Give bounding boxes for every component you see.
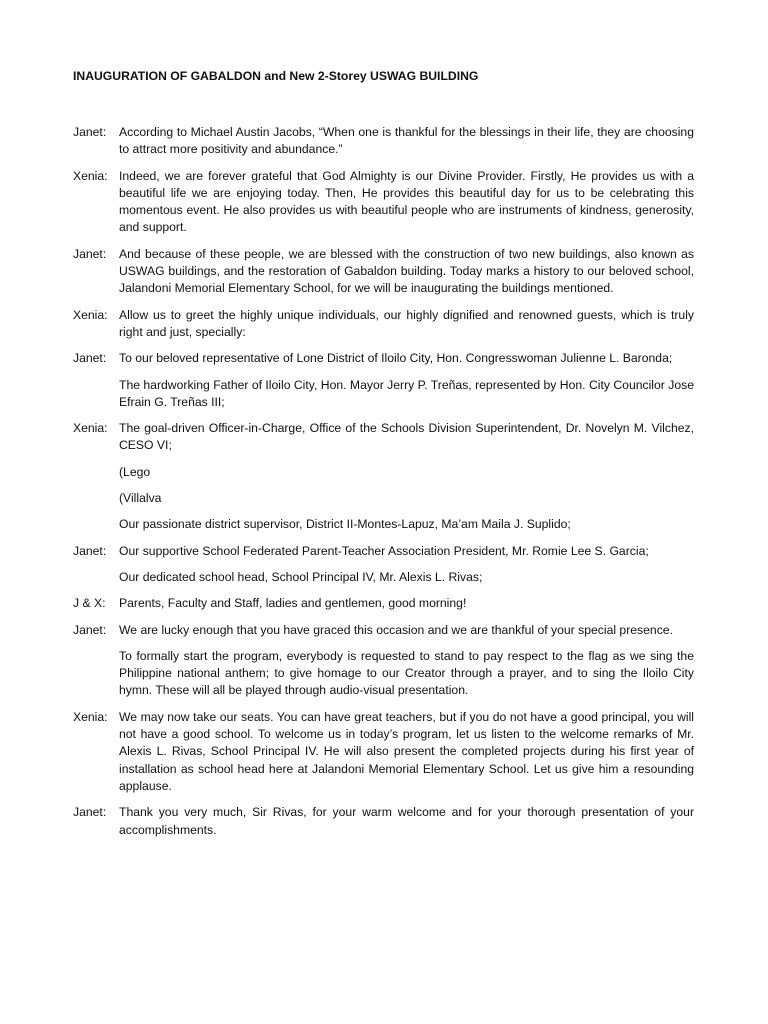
script-paragraph	[73, 377, 694, 412]
paragraph-text: We are lucky enough that you have graced this occasion and we are thankful of your special presence.	[119, 622, 673, 637]
speaker-label: Janet:	[73, 125, 107, 139]
script-paragraph	[73, 490, 694, 507]
speaker-label: Janet:	[73, 622, 107, 637]
speaker-label: Janet:	[73, 351, 107, 366]
paragraph-text: According to Michael Austin Jacobs, “When one is thankful for the blessings in their life, they are choosing to attract more positivity and abundance.”	[119, 125, 694, 157]
paragraph-text: Our supportive School Federated Parent-Teacher Association President, Mr. Romie Lee S. Garcia;	[119, 543, 649, 558]
document-title: INAUGURATION OF GABALDON and New 2-Storey USWAG BUILDING	[73, 69, 479, 83]
paragraph-text: And because of these people, we are blessed with the construction of two new buildings, also known as USWAG buildings, and the restoration of Gabaldon building. Today marks a history to our beloved school, Jalandoni Memorial Elementary School, for we will be inaugurating the buildings mentioned.	[119, 246, 694, 296]
speaker-label: Janet:	[73, 805, 107, 820]
paragraph-text: Allow us to greet the highly unique individuals, our highly dignified and renowned guests, which is truly right and just, specially:	[119, 307, 694, 339]
speaker-label: J & X:	[73, 596, 106, 611]
script-paragraph	[73, 543, 694, 560]
speaker-label: Xenia:	[73, 168, 108, 183]
script-paragraph	[73, 168, 694, 237]
paragraph-text: The goal-driven Officer-in-Charge, Office of the Schools Division Superintendent, Dr. Novelyn M. Vilchez, CESO VI;	[119, 421, 694, 453]
script-paragraph	[73, 246, 694, 298]
paragraph-text: Our dedicated school head, School Principal IV, Mr. Alexis L. Rivas;	[119, 569, 483, 584]
paragraph-text: Indeed, we are forever grateful that God Almighty is our Divine Provider. Firstly, He provides us with a beautiful life we are enjoying today. Then, He provides this beautiful day for us to be celebrating this momentous event. He also provides us with beautiful people who are instruments of kindness, generosity, and support.	[119, 168, 694, 235]
paragraph-text: To our beloved representative of Lone District of Iloilo City, Hon. Congresswoman Julienne L. Baronda;	[119, 351, 673, 366]
speaker-label: Xenia:	[73, 421, 108, 436]
paragraph-text: The hardworking Father of Iloilo City, Hon. Mayor Jerry P. Treñas, represented by Hon. City Councilor Jose Efrain G. Treñas III;	[119, 377, 694, 409]
script-paragraph	[73, 709, 694, 795]
script-paragraph	[73, 622, 694, 639]
paragraph-text: Our passionate district supervisor, District II-Montes-Lapuz, Ma’am Maila J. Suplido;	[119, 517, 571, 532]
script-paragraph	[73, 350, 694, 367]
speaker-label: Janet:	[73, 246, 107, 261]
paragraph-text: (Villalva	[119, 491, 162, 506]
speaker-label: Xenia:	[73, 709, 108, 724]
paragraph-text: (Lego	[119, 464, 151, 479]
paragraph-text: We may now take our seats. You can have great teachers, but if you do not have a good principal, you will not have a good school. To welcome us in today’s program, let us listen to the welcome remarks of Mr. Alexis L. Rivas, School Principal IV. He will also present the completed projects during his first year of installation as school head here at Jalandoni Memorial Elementary School. Let us give him a resounding applause.	[119, 709, 694, 793]
paragraph-text: Thank you very much, Sir Rivas, for your warm welcome and for your thorough presentation of your accomplishments.	[119, 805, 694, 837]
script-paragraph	[73, 307, 694, 342]
script-paragraph	[73, 464, 694, 481]
script-paragraph	[73, 124, 694, 159]
speaker-label: Janet:	[73, 543, 107, 558]
paragraph-text: To formally start the program, everybody is requested to stand to pay respect to the flag as we sing the Philippine national anthem; to give homage to our Creator through a prayer, and to sing the Iloilo City hymn. These will all be played through audio-visual presentation.	[119, 648, 694, 698]
script-paragraph	[73, 595, 694, 612]
script-paragraph	[73, 569, 694, 586]
script-paragraph	[73, 804, 694, 839]
script-paragraph	[73, 516, 694, 533]
script-paragraph	[73, 420, 694, 455]
document-body	[73, 124, 694, 848]
speaker-label: Xenia:	[73, 307, 108, 322]
paragraph-text: Parents, Faculty and Staff, ladies and gentlemen, good morning!	[119, 596, 467, 611]
script-paragraph	[73, 648, 694, 700]
